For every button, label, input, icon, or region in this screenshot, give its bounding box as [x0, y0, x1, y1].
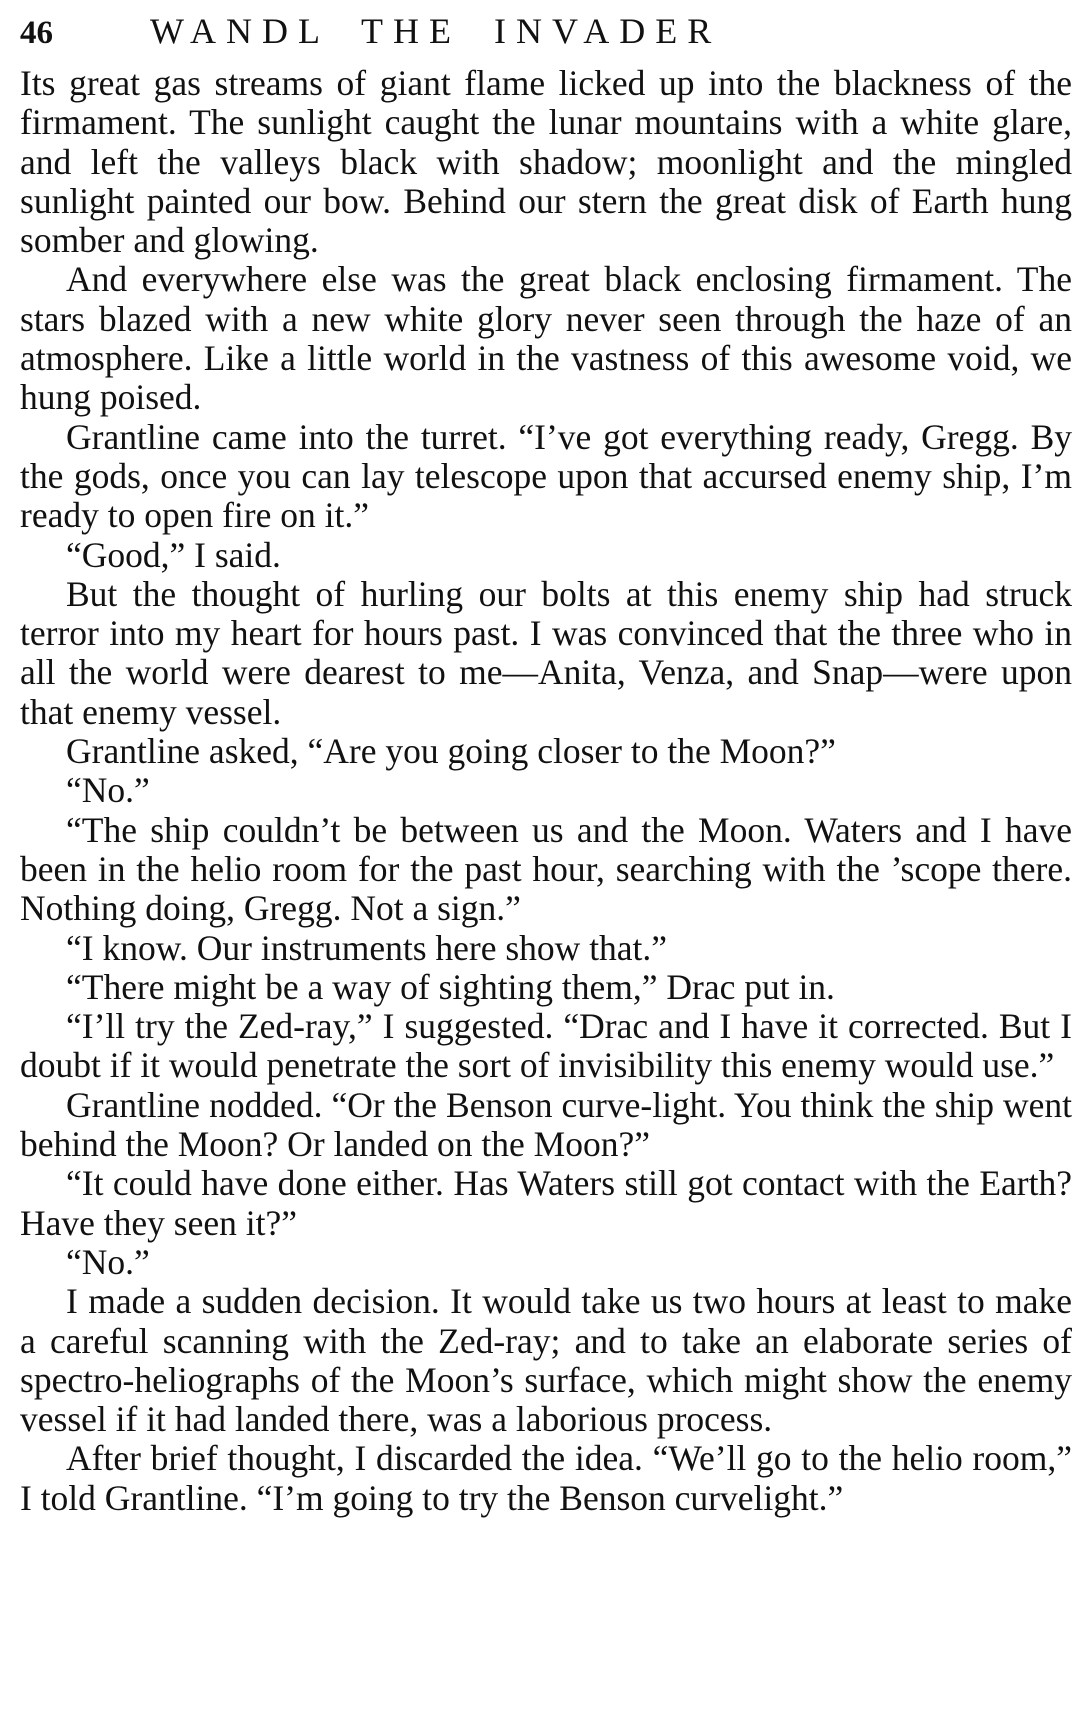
paragraph: Grantline came into the turret. “I’ve got everything ready, Gregg. By the gods, once you can lay telescope upon that accursed enemy ship, I’m ready to open fire on it.”	[20, 416, 1072, 536]
paragraph: And everywhere else was the great black enclosing firmament. The stars blazed with a new white glory never seen through the haze of an atmosphere. Like a little world in the vastness of this awesome void, we hung poised.	[20, 259, 1072, 418]
page-number: 46	[20, 15, 53, 51]
paragraph: But the thought of hurling our bolts at this enemy ship had struck terror into my heart for hours past. I was convinced that the three who in all the world were dearest to me—Anita, Venza, and Snap—were upon that enemy vessel.	[20, 573, 1072, 732]
paragraph: “The ship couldn’t be between us and the Moon. Waters and I have been in the helio room for the past hour, searching with the ’scope there. Nothing doing, Gregg. Not a sign.”	[20, 809, 1072, 929]
body-text	[20, 64, 1072, 1518]
paragraph: “It could have done either. Has Waters still got contact with the Earth? Have they seen it?”	[20, 1163, 1072, 1243]
paragraph: Its great gas streams of giant flame licked up into the blackness of the firmament. The sunlight caught the lunar mountains with a white glare, and left the valleys black with shadow; moonlight and the mingled sunlight painted our bow. Behind our stern the great disk of Earth hung somber and glowing.	[20, 63, 1072, 261]
paragraph: After brief thought, I discarded the idea. “We’ll go to the helio room,” I told Grantline. “I’m going to try the Benson curvelight.”	[20, 1438, 1072, 1518]
page-header	[20, 10, 1072, 64]
paragraph: “There might be a way of sighting them,” Drac put in.	[66, 966, 835, 1007]
paragraph: Grantline asked, “Are you going closer to the Moon?”	[66, 731, 836, 772]
paragraph: “I know. Our instruments here show that.”	[66, 927, 668, 968]
paragraph: “Good,” I said.	[66, 534, 281, 575]
paragraph: “I’ll try the Zed-ray,” I suggested. “Drac and I have it corrected. But I doubt if it would penetrate the sort of invisibility this enemy would use.”	[20, 1006, 1072, 1086]
running-title: WANDL THE INVADER	[150, 11, 722, 51]
book-page	[20, 10, 1072, 1518]
paragraph: “No.”	[66, 770, 150, 811]
paragraph: Grantline nodded. “Or the Benson curve-light. You think the ship went behind the Moon? Or landed on the Moon?”	[20, 1084, 1072, 1165]
paragraph: I made a sudden decision. It would take us two hours at least to make a careful scanning with the Zed-ray; and to take an elaborate series of spectro-heliographs of the Moon’s surface, which might show the enemy vessel if it had landed there, was a laborious process.	[20, 1281, 1072, 1440]
paragraph: “No.”	[66, 1241, 150, 1282]
